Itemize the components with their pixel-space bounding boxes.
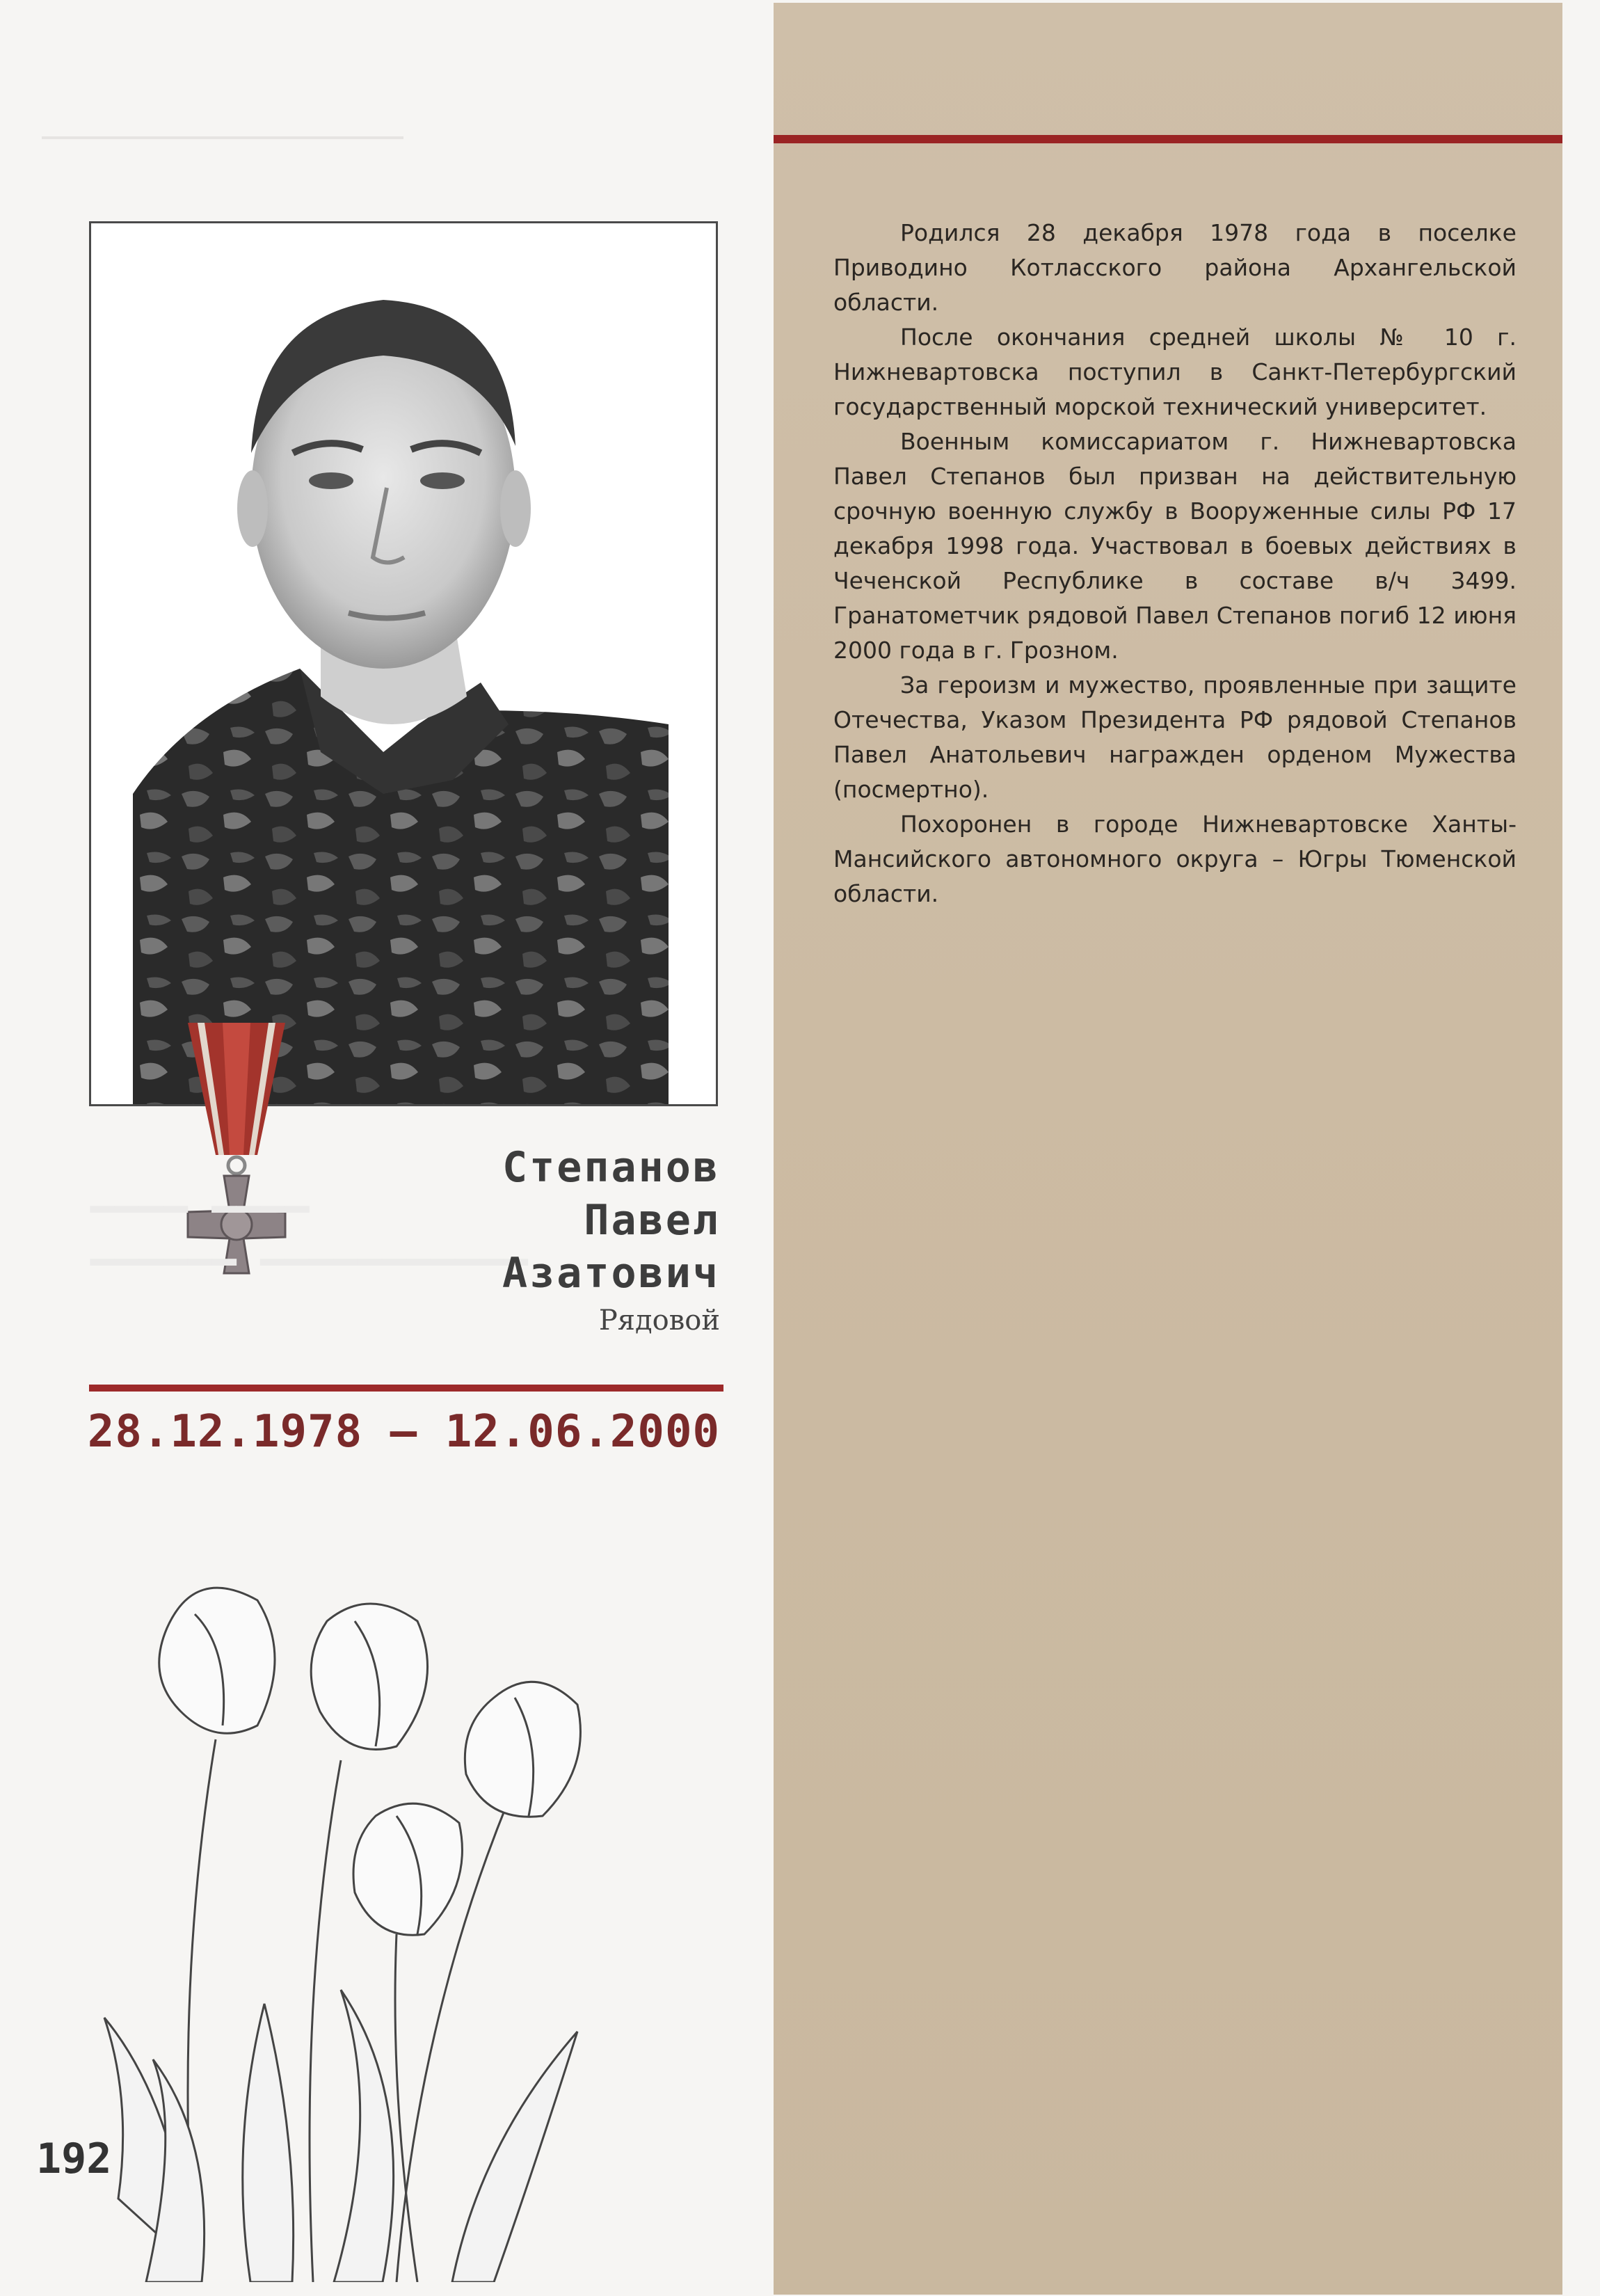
bio-paragraph: За героизм и мужество, проявленные при защите Отечества, Указом Президента РФ рядовой Степанов Павел Анатольевич награжден орденом Мужества (посмертно). (833, 671, 1517, 803)
bio-paragraph: Военным комиссариатом г. Нижневартовска Павел Степанов был призван на действительную срочную военную службу в Вооруженные силы РФ 17 декабря 1998 года. Участвовал в боевых действиях в Чеченской Республике в составе в/ч 3499. Гранатометчик рядовой Павел Степанов погиб 12 июня 2000 года в г. Грозном. (833, 428, 1517, 664)
first-name: Павел (584, 1196, 720, 1245)
life-dates: 28.12.1978 – 12.06.2000 (87, 1406, 720, 1458)
rank: Рядовой (598, 1305, 720, 1337)
bleed-through-text: ━━━━ ━━━━ ━━━━━━ ━━━━━━━━━━━ (90, 1186, 528, 1286)
page-number: 192 (36, 2135, 112, 2183)
bio-paragraph: Родился 28 декабря 1978 года в поселке Приводино Котласского района Архангельской области. (833, 219, 1517, 316)
bleed-through-line (42, 136, 403, 139)
portrait-illustration (91, 223, 716, 1104)
biography-text (833, 216, 1517, 911)
bio-paragraph: Похоронен в городе Нижневартовске Ханты-Мансийского автономного округа – Югры Тюменской области. (833, 811, 1517, 907)
name-divider (89, 1385, 723, 1392)
name-block (502, 1141, 720, 1339)
tulips-illustration (90, 1572, 682, 2282)
portrait-photo (89, 221, 718, 1106)
biography-panel (774, 3, 1562, 2295)
panel-top-rule (774, 135, 1562, 143)
bio-paragraph: После окончания средней школы № 10 г. Нижневартовска поступил в Санкт-Петербургский государственный морской технический университет. (833, 324, 1517, 420)
patronymic: Азатович (502, 1249, 720, 1298)
surname: Степанов (502, 1143, 720, 1192)
